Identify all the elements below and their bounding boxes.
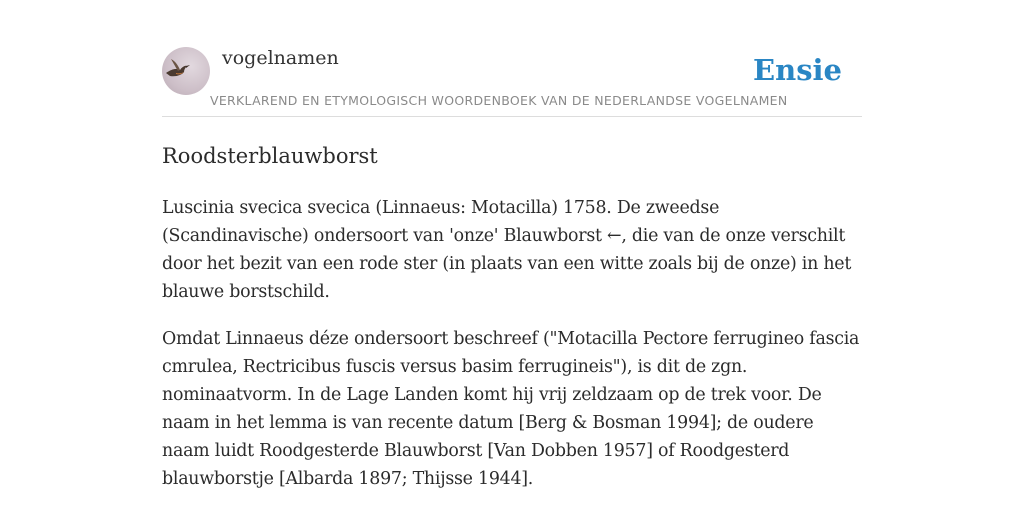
- brand-logo[interactable]: Ensie: [753, 53, 842, 87]
- page-header: [162, 44, 862, 117]
- bird-photo-icon[interactable]: [162, 47, 210, 95]
- entry-page: [162, 44, 862, 493]
- entry-title: Roodsterblauwborst: [162, 144, 378, 168]
- entry-paragraph-1: Luscinia svecica svecica (Linnaeus: Motacilla) 1758. De zweedse (Scandinavische) ondersoort van 'onze' Blauwborst ←, die van de onze verschilt door het bezit van een rode ster (in plaats van een witte zoals bij de onze) in het blauwe borstschild.: [162, 198, 852, 302]
- site-subtitle: VERKLAREND EN ETYMOLOGISCH WOORDENBOEK VAN DE NEDERLANDSE VOGELNAMEN: [210, 93, 788, 108]
- site-name-link[interactable]: vogelnamen: [222, 47, 339, 69]
- entry-paragraph-2: Omdat Linnaeus déze ondersoort beschreef ("Motacilla Pectore ferrugineo fascia cmrulea, Rectricibus fuscis versus basim ferrugineis"), is dit de zgn. nominaatvorm. In de Lage Landen komt hij vrij zeldzaam op de trek voor. De naam in het lemma is van recente datum [Berg & Bosman 1994]; de oudere naam luidt Roodgesterde Blauwborst [Van Dobben 1957] of Roodgesterd blauwborstje [Albarda 1897; Thijsse 1944].: [162, 329, 860, 489]
